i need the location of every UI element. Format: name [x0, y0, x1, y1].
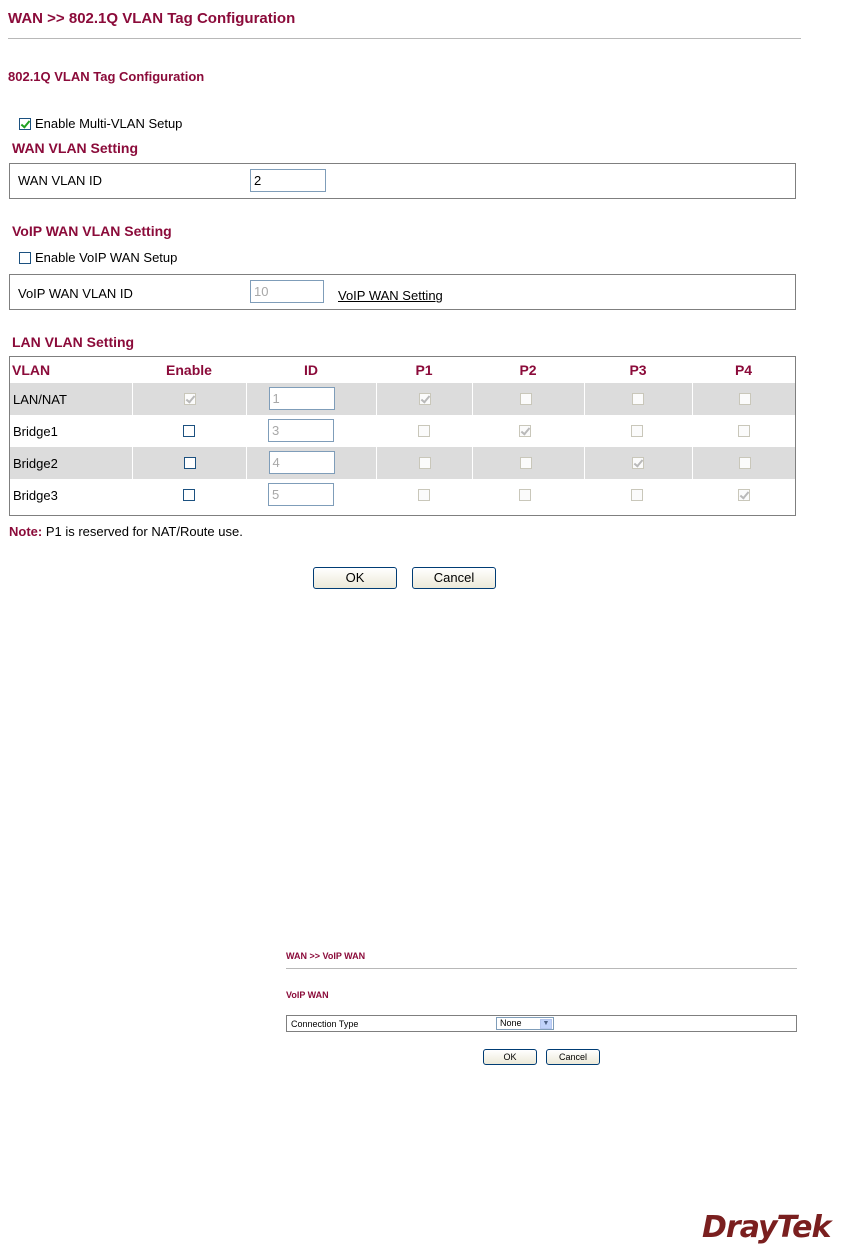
vlan-enable-checkbox[interactable]	[184, 393, 196, 405]
enable-voip-wan-checkbox[interactable]	[19, 252, 31, 264]
enable-voip-wan-label: Enable VoIP WAN Setup	[35, 250, 178, 265]
table-row	[10, 479, 795, 511]
port-p2-checkbox[interactable]	[519, 489, 531, 501]
cancel-button[interactable]: Cancel	[412, 567, 496, 589]
table-row	[10, 447, 795, 479]
voip-vlan-title: VoIP WAN VLAN Setting	[12, 223, 172, 239]
table-row	[10, 383, 795, 415]
col-header-p4: P4	[734, 362, 753, 378]
vlan-name: LAN/NAT	[10, 383, 132, 415]
table-row	[10, 415, 795, 447]
vlan-enable-checkbox[interactable]	[184, 457, 196, 469]
port-p2-checkbox[interactable]	[520, 393, 532, 405]
port-p3-checkbox[interactable]	[632, 457, 644, 469]
vlan-name: Bridge3	[13, 487, 58, 503]
voip-wan-setting-link[interactable]: VoIP WAN Setting	[338, 288, 443, 303]
port-p1-checkbox[interactable]	[418, 425, 430, 437]
port-p4-checkbox[interactable]	[738, 425, 750, 437]
col-header-p3: P3	[629, 362, 647, 378]
chevron-down-icon: ▼	[540, 1019, 552, 1029]
voip-vlan-id-input[interactable]: 10	[250, 280, 324, 303]
voip-wan-cancel-button[interactable]: Cancel	[546, 1049, 600, 1065]
connection-type-value: None	[500, 1018, 522, 1028]
port-p3-checkbox[interactable]	[632, 393, 644, 405]
draytek-logo: DrayTek	[702, 1210, 831, 1245]
wan-vlan-id-label: WAN VLAN ID	[18, 173, 103, 188]
vlan-name: Bridge1	[13, 423, 58, 439]
vlan-name: Bridge2	[10, 447, 132, 479]
vlan-id-input[interactable]: 1	[269, 387, 335, 410]
port-p1-checkbox[interactable]	[419, 457, 431, 469]
port-p4-checkbox[interactable]	[739, 457, 751, 469]
connection-type-label: Connection Type	[291, 1019, 359, 1029]
port-p3-checkbox[interactable]	[631, 489, 643, 501]
col-header-p2: P2	[519, 362, 537, 378]
col-header-enable: Enable	[166, 362, 212, 378]
table-header-row	[10, 357, 795, 383]
wan-vlan-box	[9, 163, 796, 199]
port-p4-checkbox[interactable]	[739, 393, 751, 405]
port-p2-checkbox[interactable]	[519, 425, 531, 437]
wan-vlan-id-input[interactable]: 2	[250, 169, 326, 192]
note	[9, 524, 243, 539]
wan-vlan-title: WAN VLAN Setting	[12, 140, 138, 156]
voip-wan-divider	[286, 968, 797, 969]
col-header-vlan: VLAN	[12, 362, 51, 378]
title-divider	[8, 38, 801, 39]
vlan-enable-checkbox[interactable]	[183, 425, 195, 437]
vlan-id-input[interactable]: 5	[268, 483, 334, 506]
voip-wan-title: VoIP WAN	[286, 990, 329, 1000]
vlan-id-input[interactable]: 4	[269, 451, 335, 474]
connection-type-select[interactable]	[496, 1017, 554, 1030]
voip-wan-box	[286, 1015, 797, 1032]
port-p4-checkbox[interactable]	[738, 489, 750, 501]
lan-vlan-table	[10, 357, 795, 511]
voip-vlan-id-label: VoIP WAN VLAN ID	[18, 286, 133, 301]
vlan-id-input[interactable]: 3	[268, 419, 334, 442]
section-title: 802.1Q VLAN Tag Configuration	[8, 69, 205, 84]
ok-button[interactable]: OK	[313, 567, 397, 589]
note-label: Note:	[9, 524, 43, 539]
port-p3-checkbox[interactable]	[631, 425, 643, 437]
col-header-p1: P1	[415, 362, 433, 378]
note-text: P1 is reserved for NAT/Route use.	[42, 524, 243, 539]
port-p1-checkbox[interactable]	[419, 393, 431, 405]
port-p1-checkbox[interactable]	[418, 489, 430, 501]
voip-wan-ok-button[interactable]: OK	[483, 1049, 537, 1065]
vlan-enable-checkbox[interactable]	[183, 489, 195, 501]
port-p2-checkbox[interactable]	[520, 457, 532, 469]
voip-wan-breadcrumb: WAN >> VoIP WAN	[286, 951, 366, 961]
enable-multi-vlan-label: Enable Multi-VLAN Setup	[35, 116, 183, 131]
col-header-id: ID	[304, 362, 318, 378]
voip-vlan-box	[9, 274, 796, 310]
enable-multi-vlan-checkbox[interactable]	[19, 118, 31, 130]
lan-vlan-title: LAN VLAN Setting	[12, 334, 135, 350]
page-breadcrumb: WAN >> 802.1Q VLAN Tag Configuration	[8, 10, 296, 27]
